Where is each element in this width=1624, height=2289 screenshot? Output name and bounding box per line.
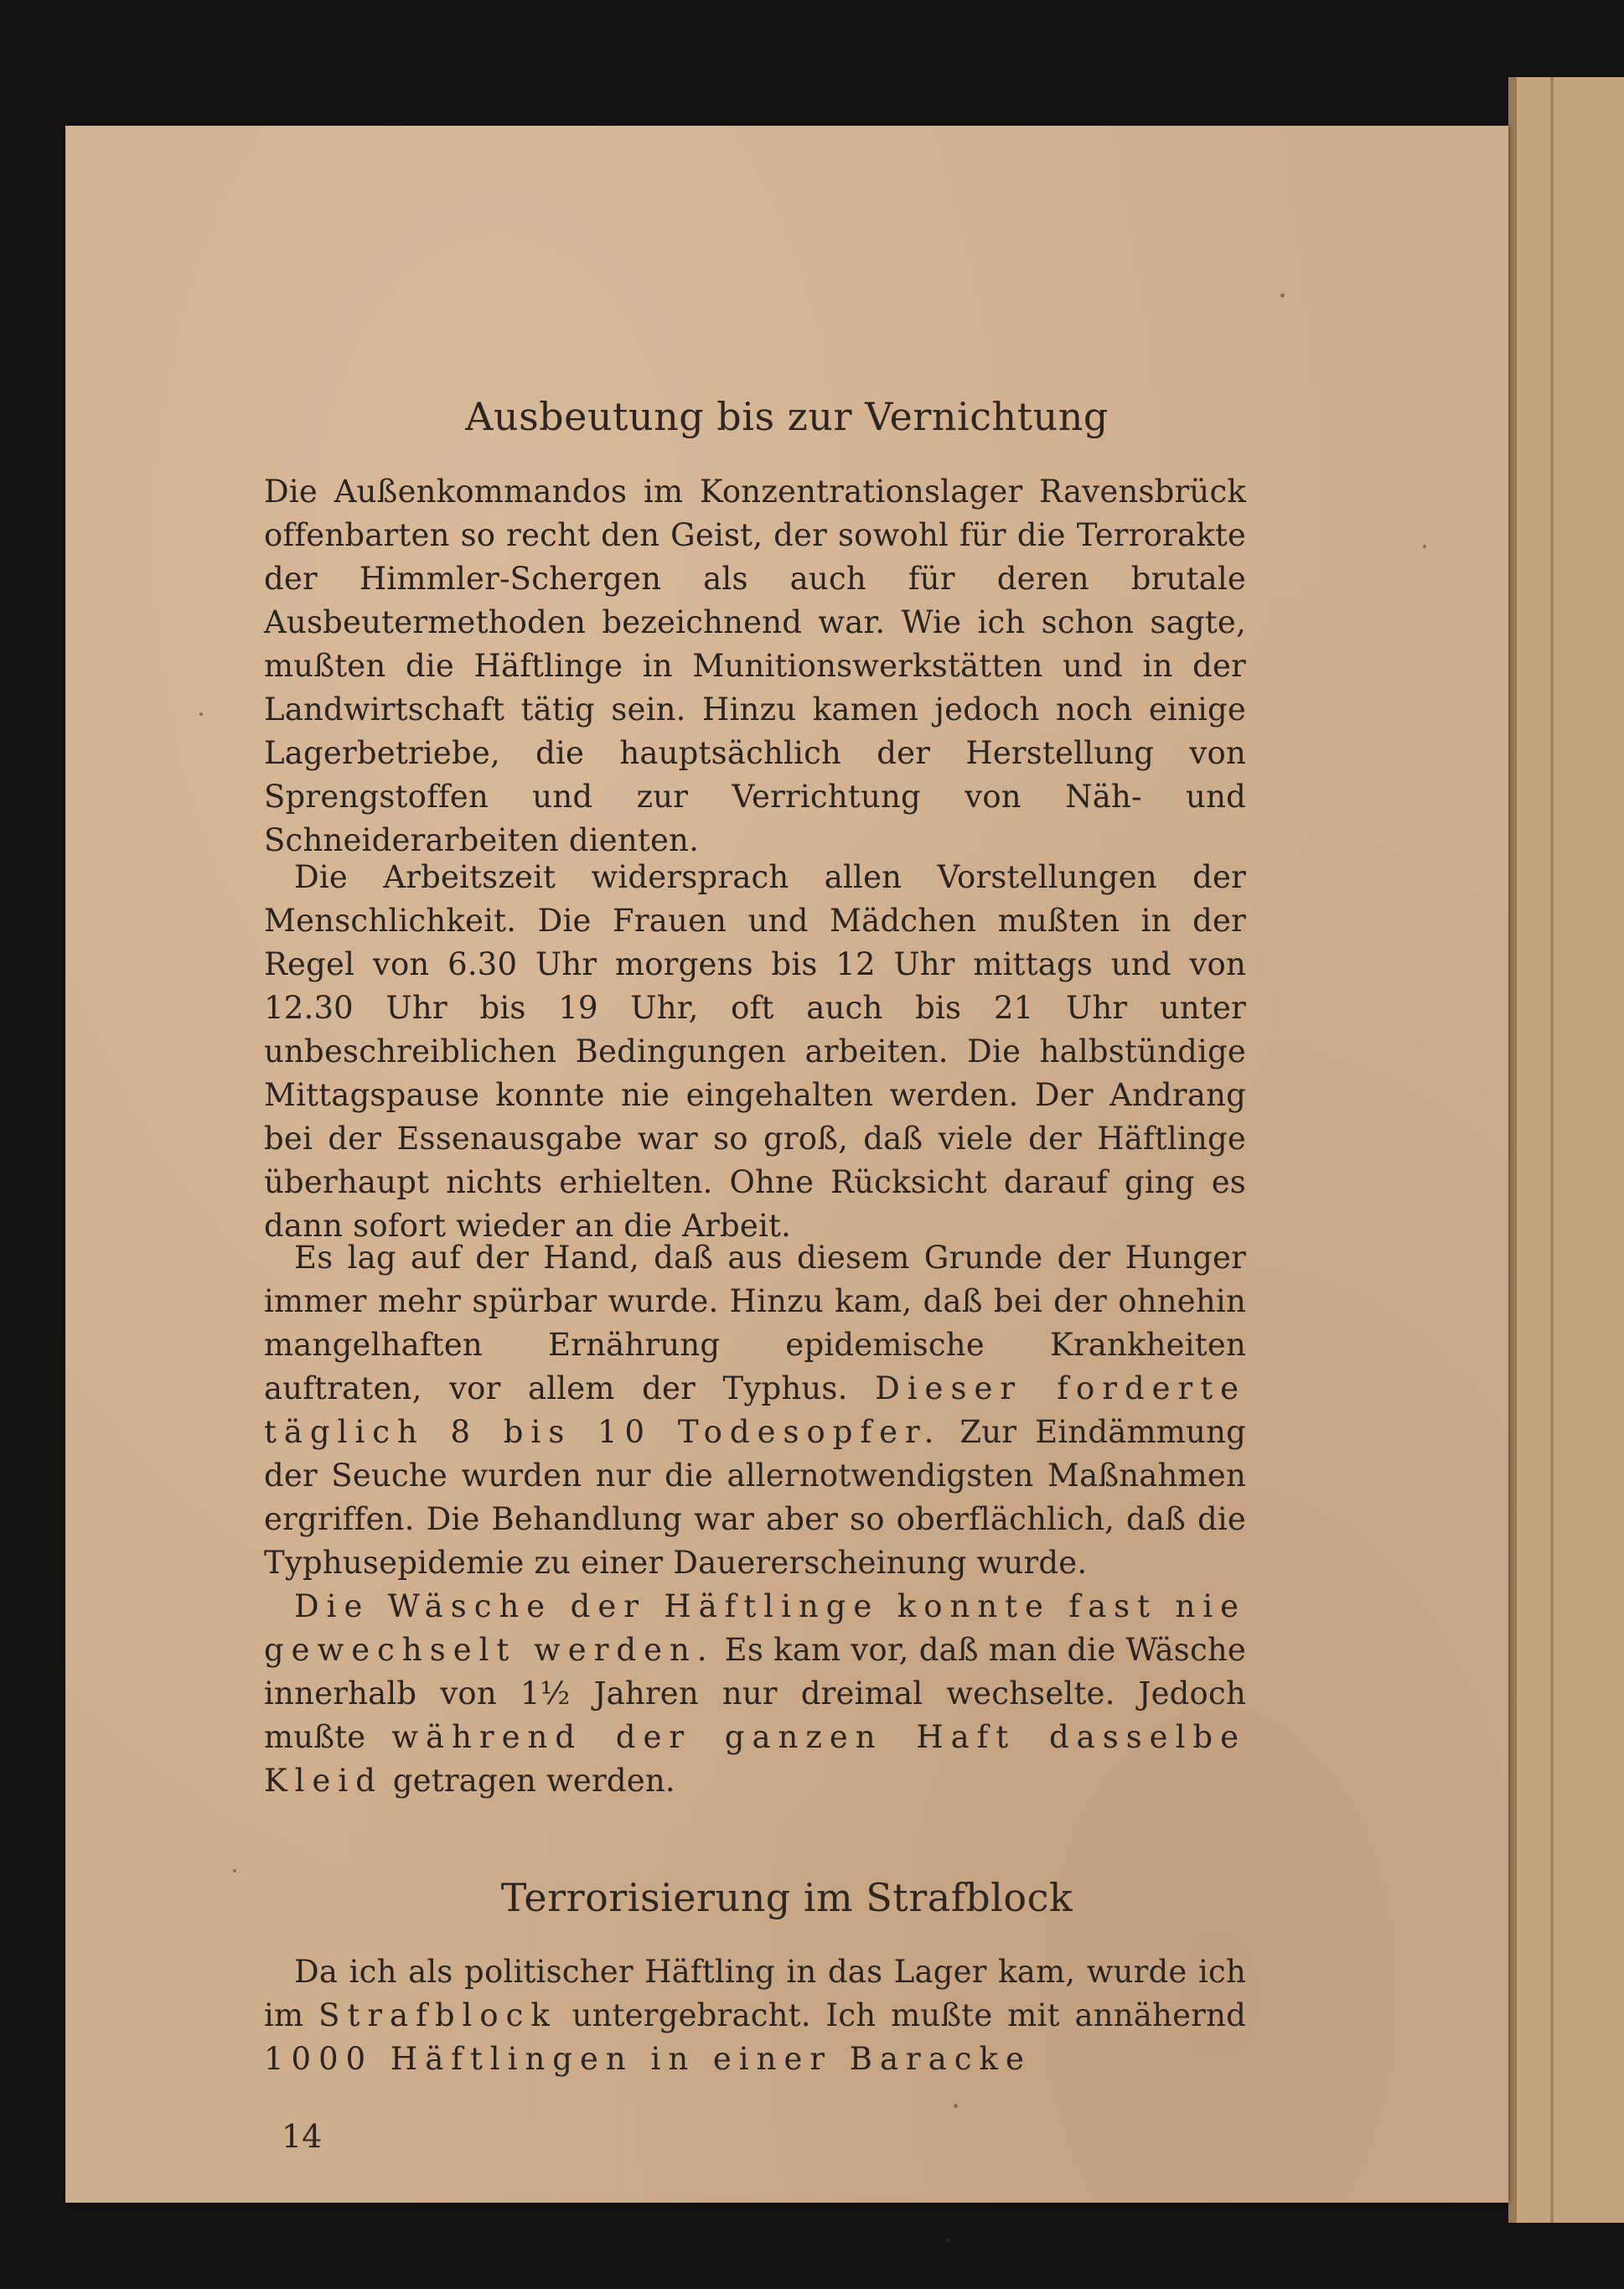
paragraph-4-emphasis-1: Die Wäsche der Häftlinge konnte fast nie gewechselt werden. — [264, 1588, 1246, 1668]
paragraph-5-text-a: Da ich als politischer Häftling in das Lager kam, wurde ich im — [264, 1954, 1246, 2033]
next-page-fold — [1550, 77, 1554, 2223]
paragraph-2-text: Die Arbeitszeit widersprach allen Vorstellungen der Menschlichkeit. Die Frauen und Mädchen mußten in der Regel von 6.30 Uhr morgens bis 12 Uhr mittags und von 12.30 Uhr bis 19 Uhr, oft auch bis 21 Uhr unter unbeschreiblichen Bedingungen arbeiten. Die halbstündige Mittagspause konnte nie eingehalten werden. Der Andrang bei der Essenausgabe war so groß, daß viele der Häftlinge überhaupt nichts erhielten. Ohne Rücksicht darauf ging es dann sofort wieder an die Arbeit. — [264, 859, 1246, 1244]
paragraph-4-text-b: getragen werden. — [392, 1763, 675, 1799]
paragraph-5-emphasis-2: 1000 Häftlingen in einer Baracke — [264, 2041, 1032, 2077]
book-page — [65, 126, 1508, 2203]
paper-speck — [1280, 293, 1285, 298]
section-heading-strafblock: Terrorisierung im Strafblock — [500, 1875, 1073, 1920]
paper-speck — [233, 1869, 236, 1872]
paper-speck — [1423, 545, 1426, 548]
paragraph-4-emphasis-2: während der ganzen Haft dasselbe Kleid — [264, 1719, 1246, 1799]
paragraph-2 — [264, 856, 1246, 1248]
paper-speck — [199, 712, 203, 716]
paper-speck — [954, 2104, 958, 2108]
paragraph-5 — [264, 1950, 1246, 2081]
paragraph-1 — [264, 470, 1246, 862]
paragraph-3-text-b: Zur Eindämmung der Seuche wurden nur die allernotwendigsten Maßnahmen ergriffen. Die Behandlung war aber so oberflächlich, daß die Typhusepidemie zu einer Dauererscheinung wurde. — [264, 1414, 1246, 1581]
section-heading-ausbeutung: Ausbeutung bis zur Vernichtung — [465, 394, 1109, 439]
paragraph-3 — [264, 1236, 1246, 1585]
paragraph-4 — [264, 1585, 1246, 1803]
paragraph-3-text-a: Es lag auf der Hand, daß aus diesem Grunde der Hunger immer mehr spürbar wurde. Hinzu kam, daß bei der ohnehin mangelhaften Ernährung epidemische Krankheiten auftraten, vor allem der Typhus. — [264, 1240, 1246, 1406]
paragraph-5-text-b: untergebracht. Ich mußte mit annähernd — [572, 1997, 1246, 2033]
next-page-edge — [1508, 77, 1624, 2223]
paper-speck — [945, 2238, 950, 2243]
paragraph-4-text-a: Es kam vor, daß man die Wäsche innerhalb von 1½ Jahren nur dreimal wechselte. Jedoch mußte — [264, 1632, 1246, 1755]
paragraph-5-emphasis-1: Strafblock — [318, 1997, 557, 2033]
paragraph-1-text: Die Außenkommandos im Konzentrationslager Ravensbrück offenbarten so recht den Geist, der sowohl für die Terrorakte der Himmler-Schergen als auch für deren brutale Ausbeutermethoden bezeichnend war. Wie ich schon sagte, mußten die Häftlinge in Munitionswerkstätten und in der Landwirtschaft tätig sein. Hinzu kamen jedoch noch einige Lagerbetriebe, die hauptsächlich der Herstellung von Sprengstoffen und zur Verrichtung von Näh- und Schneiderarbeiten dienten. — [264, 474, 1246, 858]
page-number: 14 — [282, 2118, 323, 2155]
paragraph-3-emphasis: Dieser forderte täglich 8 bis 10 Todesopfer. — [264, 1370, 1246, 1450]
